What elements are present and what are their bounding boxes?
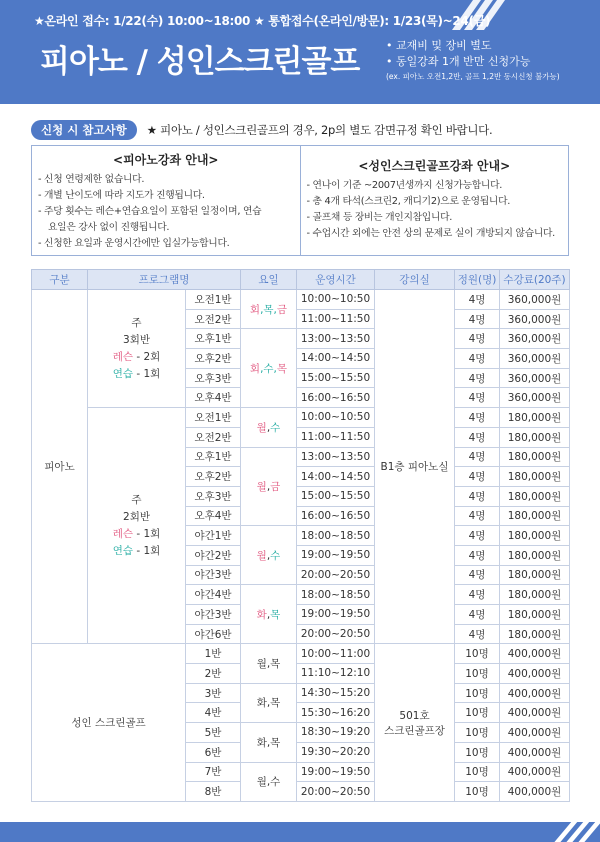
time: 18:00~18:50: [297, 585, 375, 605]
reference-text: ★ 피아노 / 성인스크린골프의 경우, 2p의 별도 감면규정 확인 바랍니다.: [146, 123, 493, 137]
capacity: 4명: [455, 447, 500, 467]
class-name: 3반: [186, 683, 241, 703]
days: 화,목: [241, 723, 297, 762]
fee: 360,000원: [500, 309, 570, 329]
class-name: 오후4반: [186, 506, 241, 526]
capacity: 10명: [455, 723, 500, 743]
table-header-row: [32, 270, 570, 290]
fee: 360,000원: [500, 388, 570, 408]
capacity: 4명: [455, 605, 500, 625]
time: 15:30~16:20: [297, 703, 375, 723]
capacity: 10명: [455, 782, 500, 802]
days: 월,수: [241, 762, 297, 801]
days: 월,목: [241, 644, 297, 683]
program-practice: 연습 - 1회: [112, 544, 161, 557]
program-line: 주: [131, 316, 142, 329]
class-name: 야간2반: [186, 545, 241, 565]
time: 10:00~10:50: [297, 290, 375, 310]
fee: 180,000원: [500, 565, 570, 585]
table-row: [32, 290, 570, 310]
days: 화,목: [241, 585, 297, 644]
program-lesson: 레슨 - 2회: [112, 350, 161, 363]
time: 14:00~14:50: [297, 467, 375, 487]
class-name: 8반: [186, 782, 241, 802]
time: 16:00~16:50: [297, 506, 375, 526]
room-golf-line: 스크린골프장: [384, 724, 445, 737]
class-name: 오전2반: [186, 309, 241, 329]
time: 19:30~20:20: [297, 742, 375, 762]
fee: 180,000원: [500, 585, 570, 605]
class-name: 1반: [186, 644, 241, 664]
page-footer: [0, 822, 600, 842]
col-header: 수강료(20주): [500, 270, 570, 290]
fee: 180,000원: [500, 526, 570, 546]
note-materials: • 교재비 및 장비 별도: [386, 39, 492, 52]
capacity: 4명: [455, 329, 500, 349]
capacity: 10명: [455, 703, 500, 723]
piano-info-title: <피아노강좌 안내>: [113, 153, 219, 167]
page-header: [0, 0, 600, 104]
class-name: 오후3반: [186, 486, 241, 506]
fee: 180,000원: [500, 447, 570, 467]
fee: 180,000원: [500, 467, 570, 487]
capacity: 4명: [455, 526, 500, 546]
program-line: 주: [131, 493, 142, 506]
golf-info-item: - 연나이 기준 ~2007년생까지 신청가능합니다.: [306, 180, 503, 191]
program-lesson: 레슨 - 1회: [112, 527, 161, 540]
fee: 400,000원: [500, 782, 570, 802]
piano-info-item: - 신청한 요일과 운영시간에만 입실가능합니다.: [38, 238, 230, 249]
class-name: 야간1반: [186, 526, 241, 546]
class-name: 야간6반: [186, 624, 241, 644]
program-line: 2회반: [123, 510, 150, 523]
capacity: 4명: [455, 309, 500, 329]
capacity: 4명: [455, 565, 500, 585]
piano-info-item: - 개별 난이도에 따라 지도가 진행됩니다.: [38, 190, 205, 201]
capacity: 4명: [455, 585, 500, 605]
registration-dates: ★온라인 접수: 1/22(수) 10:00~18:00 ★ 통합접수(온라인/방문): 1/23(목)~24(금): [34, 14, 491, 28]
time: 11:00~11:50: [297, 309, 375, 329]
capacity: 10명: [455, 644, 500, 664]
time: 19:00~19:50: [297, 762, 375, 782]
note-one-class: • 동일강좌 1개 반만 신청가능: [386, 55, 531, 68]
time: 15:00~15:50: [297, 486, 375, 506]
time: 14:30~15:20: [297, 683, 375, 703]
fee: 400,000원: [500, 664, 570, 684]
piano-info: [32, 146, 300, 255]
time: 20:00~20:50: [297, 782, 375, 802]
fee: 400,000원: [500, 723, 570, 743]
capacity: 10명: [455, 762, 500, 782]
time: 10:00~11:00: [297, 644, 375, 664]
class-name: 오전2반: [186, 427, 241, 447]
golf-info: [300, 146, 569, 255]
fee: 180,000원: [500, 624, 570, 644]
time: 10:00~10:50: [297, 408, 375, 428]
col-header: 구분: [32, 270, 88, 290]
class-name: 야간3반: [186, 565, 241, 585]
time: 18:30~19:20: [297, 723, 375, 743]
days: 월,수: [241, 526, 297, 585]
fee: 360,000원: [500, 368, 570, 388]
room-golf-line: 501호: [399, 709, 430, 722]
time: 20:00~20:50: [297, 565, 375, 585]
class-name: 2반: [186, 664, 241, 684]
days: 회,목,금: [241, 290, 297, 329]
reference-row: [31, 119, 492, 141]
program-practice: 연습 - 1회: [112, 367, 161, 380]
time: 15:00~15:50: [297, 368, 375, 388]
fee: 400,000원: [500, 644, 570, 664]
capacity: 4명: [455, 624, 500, 644]
capacity: 4명: [455, 486, 500, 506]
fee: 180,000원: [500, 506, 570, 526]
capacity: 4명: [455, 427, 500, 447]
col-header: 강의실: [375, 270, 455, 290]
class-name: 야간3반: [186, 605, 241, 625]
fee: 180,000원: [500, 545, 570, 565]
capacity: 4명: [455, 349, 500, 369]
room-piano: B1층 피아노실: [375, 290, 455, 644]
class-name: 4반: [186, 703, 241, 723]
time: 19:00~19:50: [297, 605, 375, 625]
note-example: (ex. 피아노 오전1,2반, 골프 1,2반 동시신청 불가능): [386, 72, 560, 81]
time: 13:00~13:50: [297, 447, 375, 467]
room-golf: [375, 644, 455, 802]
program-piano-3x: [88, 290, 186, 408]
col-header: 정원(명): [455, 270, 500, 290]
fee: 180,000원: [500, 486, 570, 506]
golf-info-item: - 총 4개 타석(스크린2, 캐디기2)으로 운영됩니다.: [306, 196, 511, 207]
golf-info-item: - 수업시간 외에는 안전 상의 문제로 실이 개방되지 않습니다.: [306, 228, 555, 239]
time: 16:00~16:50: [297, 388, 375, 408]
class-name: 오후3반: [186, 368, 241, 388]
class-name: 야간4반: [186, 585, 241, 605]
class-name: 오후2반: [186, 467, 241, 487]
info-box: [31, 145, 569, 256]
class-name: 오후2반: [186, 349, 241, 369]
golf-info-item: - 골프채 등 장비는 개인지참입니다.: [306, 212, 453, 223]
col-header: 요일: [241, 270, 297, 290]
col-header: 프로그램명: [88, 270, 241, 290]
fee: 180,000원: [500, 605, 570, 625]
days: 회,수,목: [241, 329, 297, 408]
fee: 180,000원: [500, 408, 570, 428]
fee: 180,000원: [500, 427, 570, 447]
days: 화,목: [241, 683, 297, 722]
class-name: 오전1반: [186, 408, 241, 428]
class-name: 오후4반: [186, 388, 241, 408]
class-name: 5반: [186, 723, 241, 743]
page-title: 피아노 / 성인스크린골프: [40, 44, 360, 80]
category-piano: 피아노: [32, 290, 88, 644]
time: 20:00~20:50: [297, 624, 375, 644]
class-name: 오전1반: [186, 290, 241, 310]
header-notes: [386, 38, 560, 84]
capacity: 4명: [455, 506, 500, 526]
capacity: 4명: [455, 368, 500, 388]
col-header: 운영시간: [297, 270, 375, 290]
time: 14:00~14:50: [297, 349, 375, 369]
class-name: 오후1반: [186, 447, 241, 467]
fee: 400,000원: [500, 762, 570, 782]
fee: 400,000원: [500, 683, 570, 703]
piano-info-item: - 주당 횟수는 레슨+연습요일이 포함된 일정이며, 연습: [38, 206, 262, 217]
time: 19:00~19:50: [297, 545, 375, 565]
days: 월,수: [241, 408, 297, 447]
schedule-table: [31, 269, 570, 802]
class-name: 7반: [186, 762, 241, 782]
time: 18:00~18:50: [297, 526, 375, 546]
reference-badge: 신청 시 참고사항: [31, 120, 137, 140]
time: 11:00~11:50: [297, 427, 375, 447]
fee: 360,000원: [500, 290, 570, 310]
capacity: 4명: [455, 290, 500, 310]
program-line: 3회반: [123, 333, 150, 346]
capacity: 10명: [455, 683, 500, 703]
fee: 400,000원: [500, 742, 570, 762]
table-row: [32, 644, 570, 664]
class-name: 오후1반: [186, 329, 241, 349]
program-piano-2x: [88, 408, 186, 644]
table-row: [32, 408, 570, 428]
time: 11:10~12:10: [297, 664, 375, 684]
days: 월,금: [241, 447, 297, 526]
capacity: 4명: [455, 388, 500, 408]
golf-info-title: <성인스크린골프강좌 안내>: [358, 159, 511, 173]
capacity: 4명: [455, 467, 500, 487]
fee: 400,000원: [500, 703, 570, 723]
time: 13:00~13:50: [297, 329, 375, 349]
capacity: 4명: [455, 408, 500, 428]
piano-info-item: 요일은 강사 없이 진행됩니다.: [48, 222, 170, 233]
fee: 360,000원: [500, 329, 570, 349]
capacity: 4명: [455, 545, 500, 565]
fee: 360,000원: [500, 349, 570, 369]
capacity: 10명: [455, 742, 500, 762]
capacity: 10명: [455, 664, 500, 684]
piano-info-item: - 신청 연령제한 없습니다.: [38, 174, 145, 185]
class-name: 6반: [186, 742, 241, 762]
category-golf: 성인 스크린골프: [32, 644, 186, 802]
